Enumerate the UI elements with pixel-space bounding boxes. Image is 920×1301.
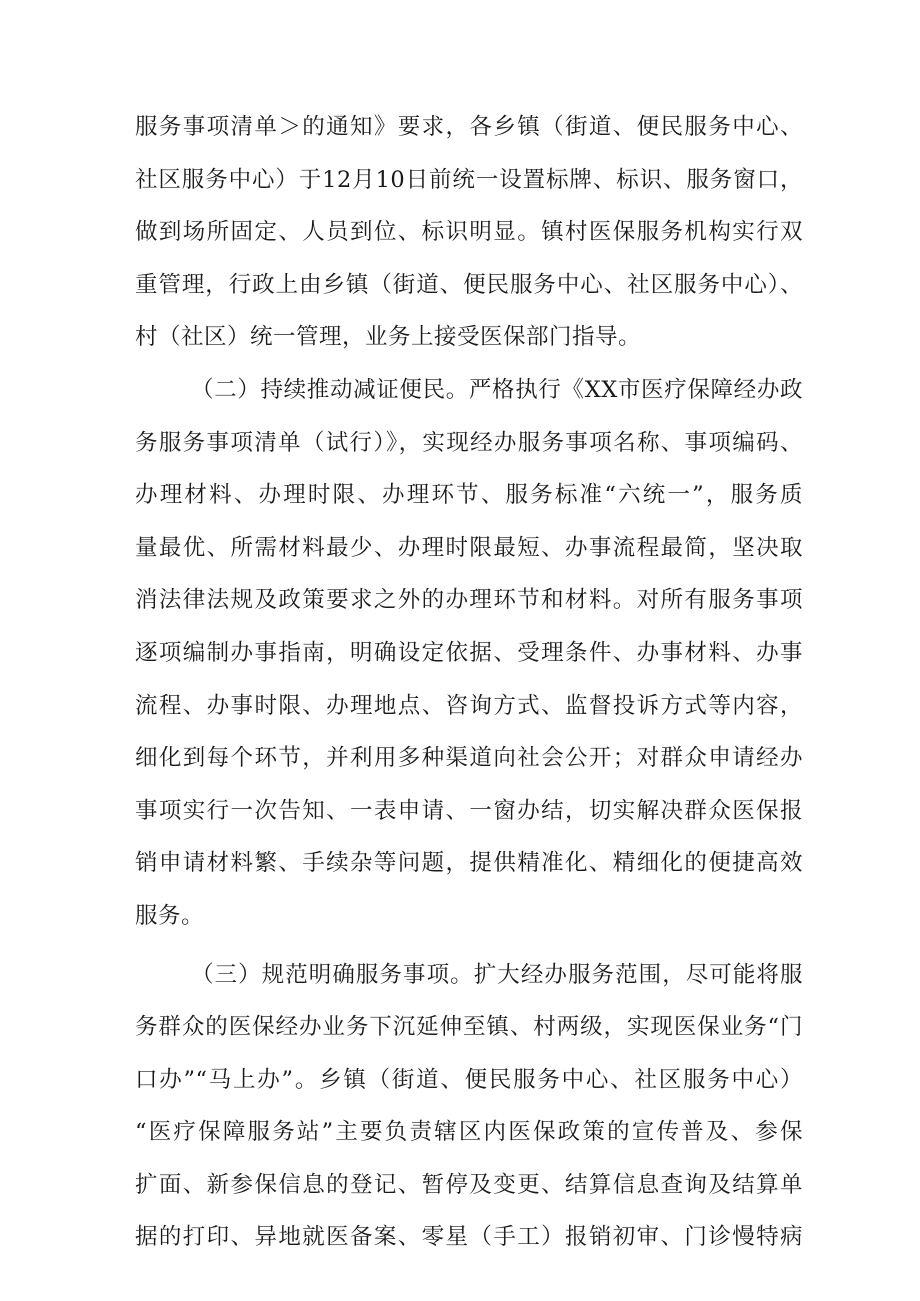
text-line: 务群众的医保经办业务下沉延伸至镇、村两级，实现医保业务“门 (135, 1014, 803, 1041)
text-line: 办理材料、办理时限、办理环节、服务标准“六统一”，服务质 (135, 482, 803, 509)
text-line: 消法律法规及政策要求之外的办理环节和材料。对所有服务事项 (135, 587, 803, 614)
paragraph-continued (135, 101, 803, 364)
text-line: 细化到每个环节，并利用多种渠道向社会公开；对群众申请经办 (135, 745, 803, 772)
text-line: 事项实行一次告知、一表申请、一窗办结，切实解决群众医保报 (135, 797, 803, 824)
text-line: 做到场所固定、人员到位、标识明显。镇村医保服务机构实行双 (135, 219, 803, 246)
text-line: （二）持续推动减证便民。严格执行《XX市医疗保障经办政 (191, 376, 803, 403)
text-line: 务服务事项清单（试行）》，实现经办服务事项名称、事项编码、 (135, 429, 803, 456)
text-line: “医疗保障服务站”主要负责辖区内医保政策的宣传普及、参保 (135, 1119, 803, 1146)
text-line: 村（社区）统一管理，业务上接受医保部门指导。 (135, 324, 642, 351)
text-line: 重管理，行政上由乡镇（街道、便民服务中心、社区服务中心）、 (135, 271, 803, 298)
text-line: 扩面、新参保信息的登记、暂停及变更、结算信息查询及结算单 (135, 1171, 803, 1198)
text-line: 服务。 (135, 902, 205, 929)
text-line: 服务事项清单＞的通知》要求，各乡镇（街道、便民服务中心、 (135, 114, 803, 140)
text-line: 流程、办事时限、办理地点、咨询方式、监督投诉方式等内容， (135, 692, 803, 719)
paragraph-3 (135, 949, 803, 1265)
text-line: （三）规范明确服务事项。扩大经办服务范围，尽可能将服 (191, 961, 803, 988)
text-line: 据的打印、异地就医备案、零星（手工）报销初审、门诊慢特病 (135, 1224, 803, 1251)
paragraph-2 (135, 364, 803, 943)
text-line: 口办”“马上办”。乡镇（街道、便民服务中心、社区服务中心） (135, 1066, 803, 1093)
text-line: 销申请材料繁、手续杂等问题，提供精准化、精细化的便捷高效 (135, 850, 803, 877)
text-line: 量最优、所需材料最少、办理时限最短、办事流程最简，坚决取 (135, 534, 803, 561)
document-body (135, 101, 803, 1264)
text-line: 社区服务中心）于12月10日前统一设置标牌、标识、服务窗口， (135, 166, 803, 193)
text-line: 逐项编制办事指南，明确设定依据、受理条件、办事材料、办事 (135, 639, 803, 666)
